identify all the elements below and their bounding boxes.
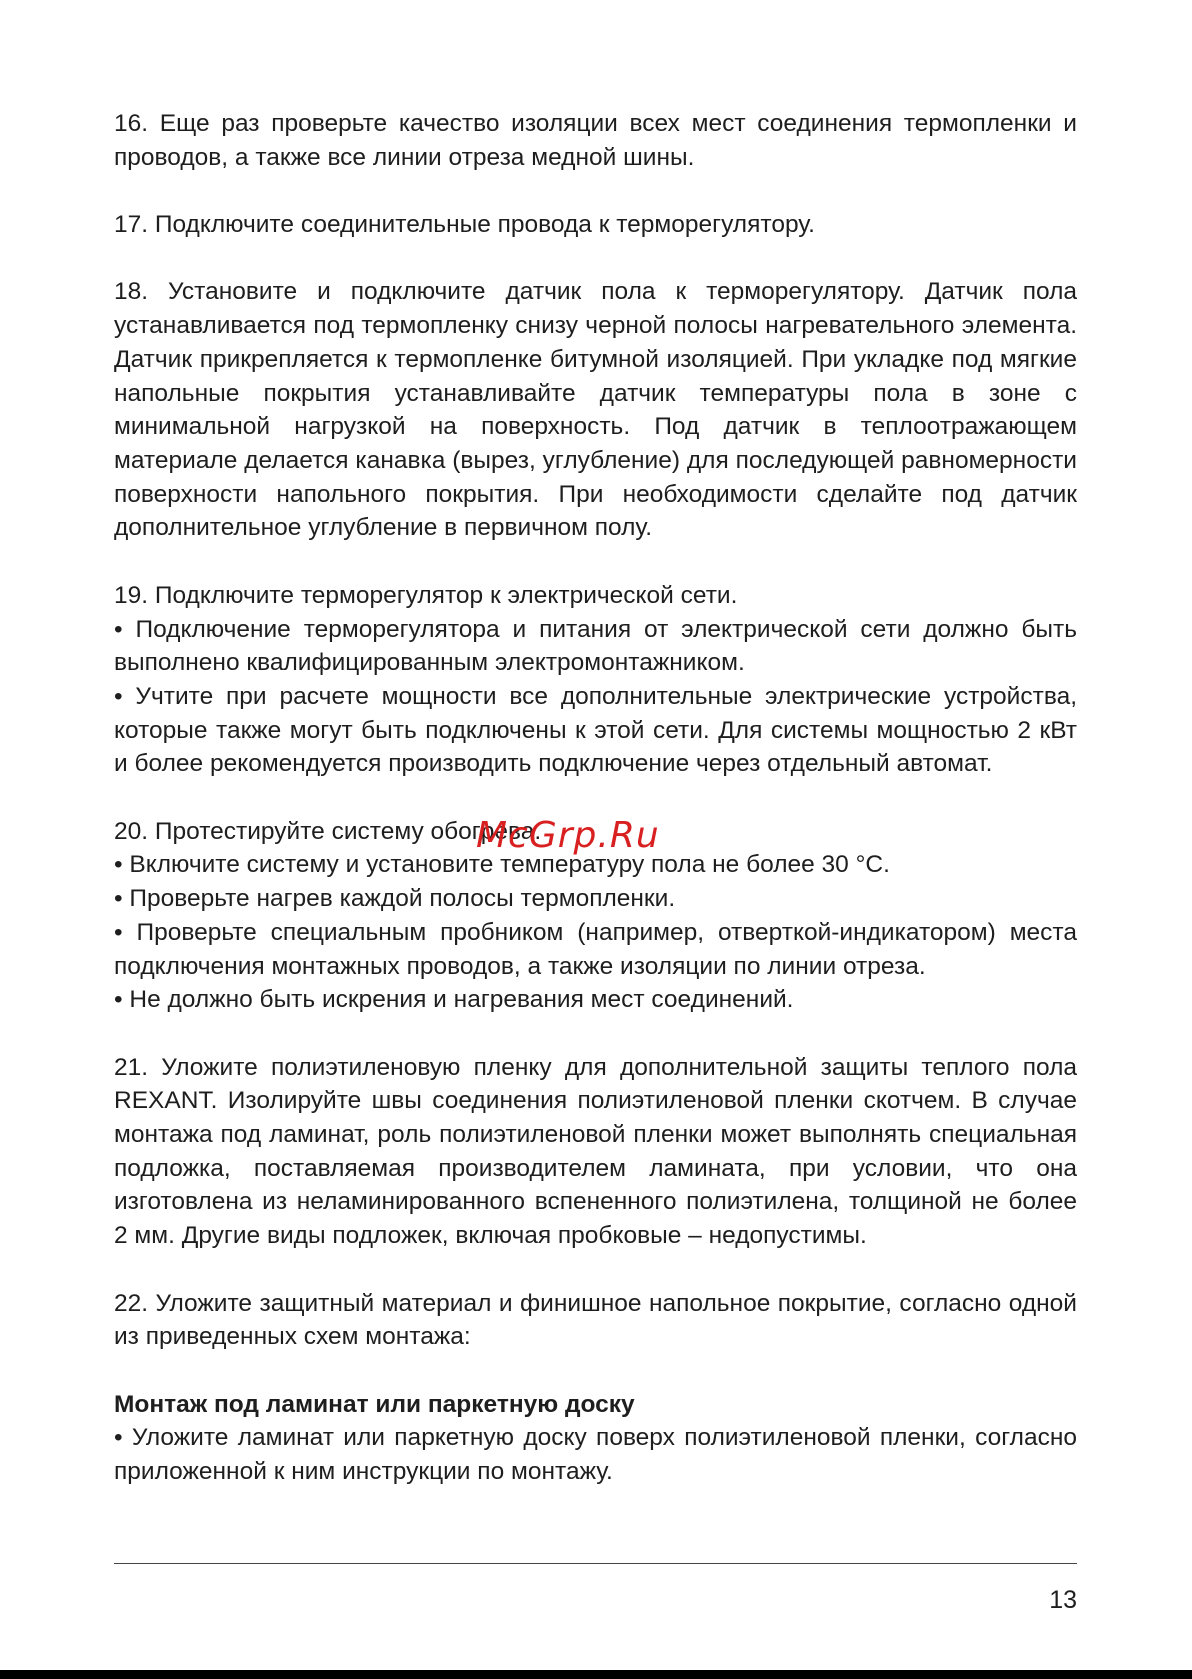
spacer (114, 174, 1077, 208)
spacer (114, 242, 1077, 276)
spacer (114, 1253, 1077, 1287)
step-20: 20. Протестируйте систему обогрева. (114, 817, 542, 845)
step-22: 22. Уложите защитный материал и финишное напольное покрытие, согласно одной из приведенных схем монтажа: (114, 1289, 1077, 1351)
step-21: 21. Уложите полиэтиленовую пленку для дополнительной защиты теплого пола REXANT. Изолируйте швы соединения полиэтиленовой пленки скотчем. В случае монтажа под ламинат, роль полиэтиленовой пленки может выполнять специальная подложка, поставляемая производителем ламината, при условии, что она изготовлена из неламинированного вспененного полиэтилена, толщиной не более 2 мм. Другие виды подложек, включая пробковые – недопустимы. (114, 1053, 1077, 1250)
spacer (114, 781, 1077, 815)
spacer (114, 545, 1077, 579)
spacer (114, 1017, 1077, 1051)
step-20-bullet-3: • Проверьте специальным пробником (например, отверткой-индикатором) места подключения монтажных проводов, а также изоляции по линии отреза. (114, 918, 1077, 980)
footer-divider (114, 1563, 1077, 1564)
watermark: McGrp.Ru (476, 815, 660, 856)
step-19-bullet-2: • Учтите при расчете мощности все дополнительные электрические устройства, которые также могут быть подключены к этой сети. Для системы мощностью 2 кВт и более рекомендуется производить подключение через отдельный автомат. (114, 682, 1077, 778)
step-20-bullet-4: • Не должно быть искрения и нагревания мест соединений. (114, 986, 794, 1014)
step-19: 19. Подключите терморегулятор к электрической сети. (114, 581, 738, 609)
step-16: 16. Еще раз проверьте качество изоляции всех мест соединения термопленки и проводов, а также все линии отреза медной шины. (114, 110, 1077, 171)
page-number: 13 (1049, 1586, 1077, 1614)
step-19-bullet-1: • Подключение терморегулятора и питания от электрической сети должно быть выполнено квалифицированным электромонтажником. (114, 615, 1077, 677)
step-18: 18. Установите и подключите датчик пола к терморегулятору. Датчик пола устанавливается под термопленку снизу черной полосы нагревательного элемента. Датчик прикрепляется к термопленке битумной изоляцией. При укладке под мягкие напольные покрытия устанавливайте датчик температуры пола в зоне с минимальной нагрузкой на поверхность. Под датчик в теплоотражающем материале делается канавка (вырез, углубление) для последующей равномерности поверхности напольного покрытия. При необходимости сделайте под датчик дополнительное углубление в первичном полу. (114, 278, 1077, 542)
bottom-border (0, 1670, 1192, 1679)
step-20-bullet-1: • Включите систему и установите температуру пола не более 30 °С. (114, 851, 890, 879)
step-20-bullet-2: • Проверьте нагрев каждой полосы термопленки. (114, 885, 676, 913)
section-bullet: • Уложите ламинат или паркетную доску поверх полиэтиленовой пленки, согласно приложенной к ним инструкции по монтажу. (114, 1424, 1077, 1486)
page-content (114, 107, 1077, 1489)
section-heading: Монтаж под ламинат или паркетную доску (114, 1390, 635, 1418)
spacer (114, 1354, 1077, 1388)
step-17: 17. Подключите соединительные провода к терморегулятору. (114, 211, 815, 239)
